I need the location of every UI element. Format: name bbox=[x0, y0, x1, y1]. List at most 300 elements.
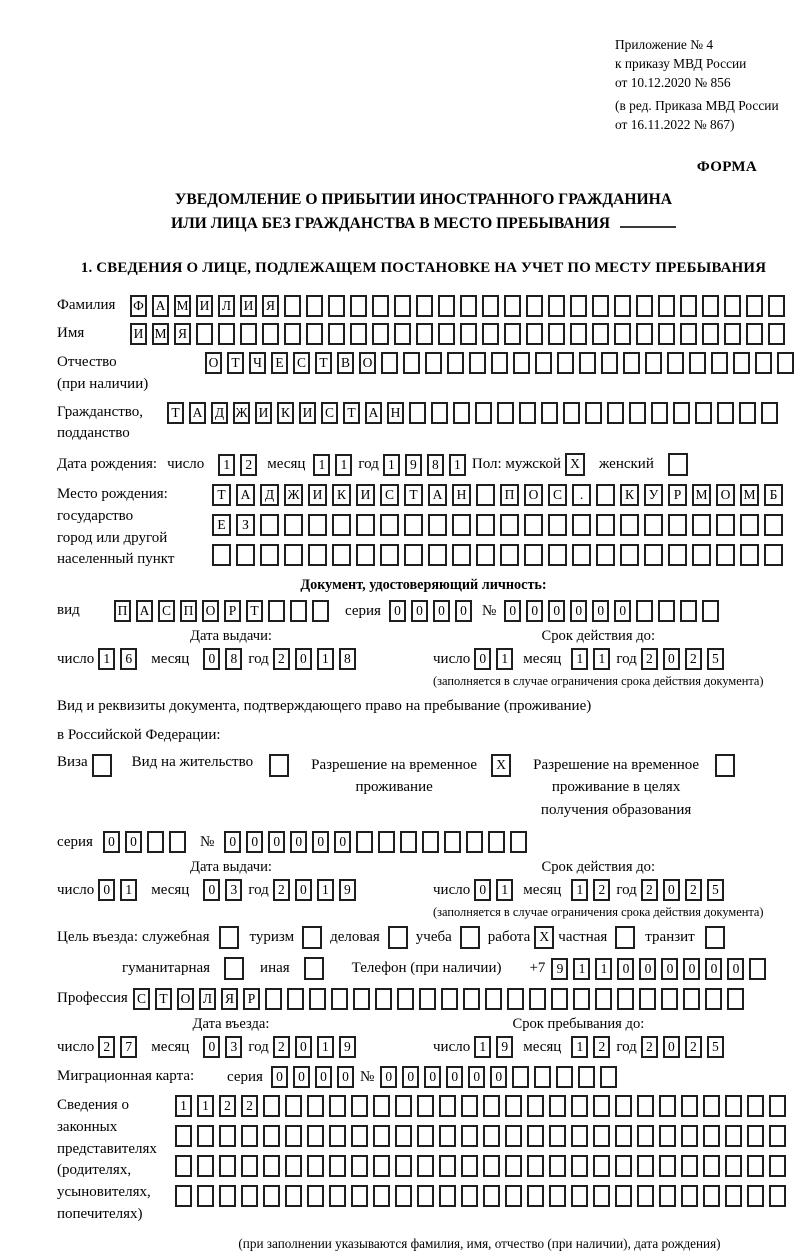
char-cell-filled[interactable]: Ж bbox=[233, 402, 250, 424]
char-cell-empty[interactable] bbox=[637, 1095, 654, 1117]
char-cell-empty[interactable] bbox=[452, 514, 471, 536]
char-cell-empty[interactable] bbox=[725, 1095, 742, 1117]
char-cell-empty[interactable] bbox=[615, 1155, 632, 1177]
char-cell-empty[interactable] bbox=[548, 544, 567, 566]
char-cell-empty[interactable] bbox=[725, 1125, 742, 1147]
char-cell-filled[interactable]: М bbox=[740, 484, 759, 506]
char-cell-filled[interactable]: О bbox=[524, 484, 543, 506]
char-cell-empty[interactable] bbox=[527, 1125, 544, 1147]
char-cell-empty[interactable] bbox=[395, 1125, 412, 1147]
char-cell-filled[interactable]: 0 bbox=[548, 600, 565, 622]
char-cell-filled[interactable]: 0 bbox=[705, 958, 722, 980]
char-cell-empty[interactable] bbox=[475, 402, 492, 424]
char-cell-empty[interactable] bbox=[263, 1095, 280, 1117]
char-cell-empty[interactable] bbox=[395, 1155, 412, 1177]
char-cell-empty[interactable] bbox=[356, 544, 375, 566]
char-cell-filled[interactable]: 6 bbox=[120, 648, 137, 670]
char-cell-empty[interactable] bbox=[395, 1095, 412, 1117]
char-cell-filled[interactable]: 0 bbox=[446, 1066, 463, 1088]
char-cell-empty[interactable] bbox=[332, 544, 351, 566]
char-cell-empty[interactable] bbox=[353, 988, 370, 1010]
char-cell-empty[interactable] bbox=[351, 1125, 368, 1147]
char-cell-filled[interactable]: 0 bbox=[98, 879, 115, 901]
char-cell-filled[interactable]: 1 bbox=[175, 1095, 192, 1117]
char-cell-empty[interactable] bbox=[681, 1095, 698, 1117]
char-cell-filled[interactable]: Ч bbox=[249, 352, 266, 374]
char-cell-filled[interactable]: 1 bbox=[474, 1036, 491, 1058]
char-cell-filled[interactable]: 1 bbox=[496, 879, 513, 901]
char-cell-empty[interactable] bbox=[527, 1095, 544, 1117]
char-cell-filled[interactable]: 1 bbox=[98, 648, 115, 670]
char-cell-filled[interactable]: К bbox=[277, 402, 294, 424]
char-cell-filled[interactable]: 1 bbox=[335, 454, 352, 476]
char-cell-empty[interactable] bbox=[636, 295, 653, 317]
char-cell-filled[interactable]: 5 bbox=[707, 648, 724, 670]
char-cell-empty[interactable] bbox=[637, 1185, 654, 1207]
char-cell-filled[interactable]: 2 bbox=[219, 1095, 236, 1117]
char-cell-empty[interactable] bbox=[615, 1125, 632, 1147]
char-cell-filled[interactable]: 0 bbox=[683, 958, 700, 980]
char-cell-filled[interactable]: 2 bbox=[593, 879, 610, 901]
char-cell-filled[interactable]: И bbox=[196, 295, 213, 317]
char-cell-filled[interactable]: А bbox=[236, 484, 255, 506]
char-cell-empty[interactable] bbox=[614, 295, 631, 317]
char-cell-empty[interactable] bbox=[265, 988, 282, 1010]
char-cell-filled[interactable]: О bbox=[359, 352, 376, 374]
char-cell-empty[interactable] bbox=[681, 1125, 698, 1147]
char-cell-filled[interactable]: Е bbox=[212, 514, 231, 536]
char-cell-filled[interactable]: 0 bbox=[295, 1036, 312, 1058]
char-cell-empty[interactable] bbox=[268, 600, 285, 622]
char-cell-empty[interactable] bbox=[483, 1155, 500, 1177]
char-cell-empty[interactable] bbox=[549, 1155, 566, 1177]
char-cell-empty[interactable] bbox=[400, 831, 417, 853]
char-cell-filled[interactable]: 1 bbox=[595, 958, 612, 980]
char-cell-empty[interactable] bbox=[596, 544, 615, 566]
char-cell-filled[interactable]: И bbox=[299, 402, 316, 424]
char-cell-empty[interactable] bbox=[394, 323, 411, 345]
char-cell-empty[interactable] bbox=[747, 1185, 764, 1207]
char-cell-filled[interactable]: 1 bbox=[571, 879, 588, 901]
char-cell-empty[interactable] bbox=[529, 988, 546, 1010]
char-cell-filled[interactable]: Т bbox=[167, 402, 184, 424]
char-cell-filled[interactable]: 1 bbox=[317, 1036, 334, 1058]
char-cell-filled[interactable]: 9 bbox=[339, 879, 356, 901]
char-cell-empty[interactable] bbox=[705, 988, 722, 1010]
char-cell-empty[interactable] bbox=[332, 514, 351, 536]
char-cell-filled[interactable]: Т bbox=[315, 352, 332, 374]
char-cell-empty[interactable] bbox=[224, 957, 244, 980]
char-cell-filled[interactable]: 2 bbox=[641, 648, 658, 670]
char-cell-empty[interactable] bbox=[328, 323, 345, 345]
char-cell-filled[interactable]: С bbox=[133, 988, 150, 1010]
char-cell-empty[interactable] bbox=[725, 1155, 742, 1177]
char-cell-filled[interactable]: 1 bbox=[571, 648, 588, 670]
char-cell-empty[interactable] bbox=[439, 1185, 456, 1207]
char-cell-filled[interactable]: 9 bbox=[496, 1036, 513, 1058]
char-cell-empty[interactable] bbox=[260, 544, 279, 566]
char-cell-empty[interactable] bbox=[607, 402, 624, 424]
char-cell-filled[interactable]: Л bbox=[218, 295, 235, 317]
char-cell-empty[interactable] bbox=[404, 544, 423, 566]
char-cell-empty[interactable] bbox=[703, 1095, 720, 1117]
char-cell-empty[interactable] bbox=[615, 926, 635, 949]
char-cell-empty[interactable] bbox=[534, 1066, 551, 1088]
char-cell-filled[interactable]: 0 bbox=[504, 600, 521, 622]
char-cell-filled[interactable]: Н bbox=[452, 484, 471, 506]
char-cell-empty[interactable] bbox=[715, 754, 735, 777]
char-cell-empty[interactable] bbox=[438, 295, 455, 317]
char-cell-empty[interactable] bbox=[596, 514, 615, 536]
char-cell-empty[interactable] bbox=[350, 295, 367, 317]
char-cell-filled[interactable]: 9 bbox=[339, 1036, 356, 1058]
char-cell-empty[interactable] bbox=[309, 988, 326, 1010]
char-cell-filled[interactable]: О bbox=[716, 484, 735, 506]
char-cell-filled[interactable]: О bbox=[202, 600, 219, 622]
char-cell-empty[interactable] bbox=[711, 352, 728, 374]
char-cell-filled[interactable]: 9 bbox=[405, 454, 422, 476]
char-cell-filled[interactable]: 0 bbox=[455, 600, 472, 622]
char-cell-empty[interactable] bbox=[620, 544, 639, 566]
char-cell-empty[interactable] bbox=[476, 514, 495, 536]
char-cell-empty[interactable] bbox=[572, 514, 591, 536]
char-cell-empty[interactable] bbox=[739, 402, 756, 424]
char-cell-empty[interactable] bbox=[505, 1095, 522, 1117]
char-cell-filled[interactable]: 1 bbox=[313, 454, 330, 476]
char-cell-empty[interactable] bbox=[658, 295, 675, 317]
char-cell-empty[interactable] bbox=[439, 1155, 456, 1177]
char-cell-filled[interactable]: 0 bbox=[380, 1066, 397, 1088]
char-cell-filled[interactable]: X bbox=[565, 453, 585, 476]
char-cell-empty[interactable] bbox=[175, 1155, 192, 1177]
char-cell-empty[interactable] bbox=[438, 323, 455, 345]
char-cell-empty[interactable] bbox=[308, 544, 327, 566]
char-cell-filled[interactable]: А bbox=[428, 484, 447, 506]
char-cell-empty[interactable] bbox=[290, 600, 307, 622]
char-cell-empty[interactable] bbox=[680, 295, 697, 317]
char-cell-empty[interactable] bbox=[483, 1095, 500, 1117]
char-cell-empty[interactable] bbox=[702, 323, 719, 345]
char-cell-filled[interactable]: П bbox=[500, 484, 519, 506]
char-cell-empty[interactable] bbox=[680, 600, 697, 622]
char-cell-empty[interactable] bbox=[409, 402, 426, 424]
char-cell-empty[interactable] bbox=[197, 1125, 214, 1147]
char-cell-filled[interactable]: А bbox=[152, 295, 169, 317]
char-cell-empty[interactable] bbox=[460, 323, 477, 345]
char-cell-filled[interactable]: 5 bbox=[707, 1036, 724, 1058]
char-cell-filled[interactable]: И bbox=[240, 295, 257, 317]
char-cell-filled[interactable]: И bbox=[255, 402, 272, 424]
char-cell-filled[interactable]: 0 bbox=[290, 831, 307, 853]
char-cell-empty[interactable] bbox=[312, 600, 329, 622]
char-cell-empty[interactable] bbox=[431, 402, 448, 424]
char-cell-empty[interactable] bbox=[388, 926, 408, 949]
char-cell-filled[interactable]: П bbox=[114, 600, 131, 622]
char-cell-filled[interactable]: 2 bbox=[593, 1036, 610, 1058]
char-cell-filled[interactable]: С bbox=[548, 484, 567, 506]
char-cell-empty[interactable] bbox=[661, 988, 678, 1010]
char-cell-empty[interactable] bbox=[702, 600, 719, 622]
char-cell-filled[interactable]: 1 bbox=[197, 1095, 214, 1117]
char-cell-empty[interactable] bbox=[724, 295, 741, 317]
char-cell-filled[interactable]: 1 bbox=[593, 648, 610, 670]
char-cell-filled[interactable]: 5 bbox=[707, 879, 724, 901]
char-cell-empty[interactable] bbox=[658, 323, 675, 345]
char-cell-filled[interactable]: Б bbox=[764, 484, 783, 506]
char-cell-empty[interactable] bbox=[695, 402, 712, 424]
char-cell-filled[interactable]: Я bbox=[262, 295, 279, 317]
char-cell-filled[interactable]: 0 bbox=[389, 600, 406, 622]
char-cell-filled[interactable]: С bbox=[380, 484, 399, 506]
char-cell-empty[interactable] bbox=[428, 544, 447, 566]
char-cell-empty[interactable] bbox=[716, 514, 735, 536]
char-cell-empty[interactable] bbox=[673, 402, 690, 424]
char-cell-filled[interactable]: 1 bbox=[573, 958, 590, 980]
char-cell-filled[interactable]: 0 bbox=[203, 648, 220, 670]
char-cell-empty[interactable] bbox=[476, 484, 495, 506]
char-cell-empty[interactable] bbox=[491, 352, 508, 374]
char-cell-filled[interactable]: К bbox=[620, 484, 639, 506]
char-cell-empty[interactable] bbox=[263, 1155, 280, 1177]
char-cell-empty[interactable] bbox=[746, 323, 763, 345]
char-cell-empty[interactable] bbox=[592, 295, 609, 317]
char-cell-empty[interactable] bbox=[417, 1125, 434, 1147]
char-cell-filled[interactable]: 3 bbox=[225, 879, 242, 901]
char-cell-empty[interactable] bbox=[212, 544, 231, 566]
char-cell-filled[interactable]: В bbox=[337, 352, 354, 374]
char-cell-empty[interactable] bbox=[658, 600, 675, 622]
char-cell-empty[interactable] bbox=[703, 1125, 720, 1147]
char-cell-empty[interactable] bbox=[373, 1185, 390, 1207]
char-cell-empty[interactable] bbox=[620, 514, 639, 536]
char-cell-empty[interactable] bbox=[428, 514, 447, 536]
char-cell-empty[interactable] bbox=[755, 352, 772, 374]
char-cell-filled[interactable]: Ф bbox=[130, 295, 147, 317]
char-cell-empty[interactable] bbox=[596, 484, 615, 506]
char-cell-empty[interactable] bbox=[637, 1125, 654, 1147]
char-cell-empty[interactable] bbox=[727, 988, 744, 1010]
char-cell-empty[interactable] bbox=[615, 1095, 632, 1117]
char-cell-filled[interactable]: 1 bbox=[383, 454, 400, 476]
char-cell-empty[interactable] bbox=[351, 1185, 368, 1207]
char-cell-empty[interactable] bbox=[260, 514, 279, 536]
char-cell-filled[interactable]: Я bbox=[174, 323, 191, 345]
char-cell-empty[interactable] bbox=[197, 1155, 214, 1177]
char-cell-empty[interactable] bbox=[702, 295, 719, 317]
char-cell-filled[interactable]: 1 bbox=[449, 454, 466, 476]
char-cell-empty[interactable] bbox=[373, 1095, 390, 1117]
char-cell-empty[interactable] bbox=[482, 323, 499, 345]
char-cell-empty[interactable] bbox=[381, 352, 398, 374]
char-cell-filled[interactable]: 2 bbox=[685, 879, 702, 901]
char-cell-empty[interactable] bbox=[683, 988, 700, 1010]
char-cell-empty[interactable] bbox=[593, 1155, 610, 1177]
char-cell-filled[interactable]: 0 bbox=[424, 1066, 441, 1088]
char-cell-empty[interactable] bbox=[585, 402, 602, 424]
char-cell-empty[interactable] bbox=[328, 295, 345, 317]
char-cell-empty[interactable] bbox=[595, 988, 612, 1010]
char-cell-filled[interactable]: И bbox=[130, 323, 147, 345]
char-cell-filled[interactable]: 0 bbox=[295, 879, 312, 901]
char-cell-filled[interactable]: 0 bbox=[468, 1066, 485, 1088]
char-cell-filled[interactable]: 0 bbox=[271, 1066, 288, 1088]
char-cell-filled[interactable]: 0 bbox=[203, 1036, 220, 1058]
char-cell-empty[interactable] bbox=[769, 1155, 786, 1177]
char-cell-empty[interactable] bbox=[761, 402, 778, 424]
char-cell-filled[interactable]: Т bbox=[246, 600, 263, 622]
char-cell-empty[interactable] bbox=[645, 352, 662, 374]
char-cell-empty[interactable] bbox=[488, 831, 505, 853]
char-cell-empty[interactable] bbox=[549, 1095, 566, 1117]
char-cell-empty[interactable] bbox=[668, 453, 688, 476]
char-cell-empty[interactable] bbox=[769, 1095, 786, 1117]
char-cell-filled[interactable]: 0 bbox=[125, 831, 142, 853]
char-cell-empty[interactable] bbox=[636, 323, 653, 345]
char-cell-empty[interactable] bbox=[356, 831, 373, 853]
char-cell-empty[interactable] bbox=[219, 1185, 236, 1207]
char-cell-filled[interactable]: У bbox=[644, 484, 663, 506]
char-cell-filled[interactable]: А bbox=[189, 402, 206, 424]
char-cell-empty[interactable] bbox=[571, 1125, 588, 1147]
char-cell-empty[interactable] bbox=[287, 988, 304, 1010]
char-cell-empty[interactable] bbox=[497, 402, 514, 424]
char-cell-filled[interactable]: Д bbox=[260, 484, 279, 506]
char-cell-empty[interactable] bbox=[600, 1066, 617, 1088]
char-cell-empty[interactable] bbox=[372, 295, 389, 317]
char-cell-filled[interactable]: З bbox=[236, 514, 255, 536]
char-cell-empty[interactable] bbox=[637, 1155, 654, 1177]
char-cell-empty[interactable] bbox=[505, 1125, 522, 1147]
char-cell-empty[interactable] bbox=[551, 988, 568, 1010]
char-cell-empty[interactable] bbox=[329, 1125, 346, 1147]
char-cell-empty[interactable] bbox=[416, 295, 433, 317]
char-cell-filled[interactable]: М bbox=[692, 484, 711, 506]
char-cell-empty[interactable] bbox=[636, 600, 653, 622]
char-cell-empty[interactable] bbox=[592, 323, 609, 345]
char-cell-filled[interactable]: Л bbox=[199, 988, 216, 1010]
char-cell-filled[interactable]: 0 bbox=[295, 648, 312, 670]
char-cell-empty[interactable] bbox=[380, 514, 399, 536]
char-cell-empty[interactable] bbox=[306, 295, 323, 317]
char-cell-empty[interactable] bbox=[519, 402, 536, 424]
char-cell-filled[interactable]: О bbox=[205, 352, 222, 374]
char-cell-empty[interactable] bbox=[548, 295, 565, 317]
char-cell-empty[interactable] bbox=[667, 352, 684, 374]
char-cell-empty[interactable] bbox=[524, 514, 543, 536]
char-cell-empty[interactable] bbox=[218, 323, 235, 345]
char-cell-empty[interactable] bbox=[524, 544, 543, 566]
char-cell-empty[interactable] bbox=[563, 402, 580, 424]
char-cell-empty[interactable] bbox=[378, 831, 395, 853]
char-cell-empty[interactable] bbox=[579, 352, 596, 374]
char-cell-empty[interactable] bbox=[507, 988, 524, 1010]
char-cell-empty[interactable] bbox=[614, 323, 631, 345]
char-cell-empty[interactable] bbox=[441, 988, 458, 1010]
char-cell-empty[interactable] bbox=[769, 1125, 786, 1147]
char-cell-filled[interactable]: Т bbox=[227, 352, 244, 374]
char-cell-filled[interactable]: 0 bbox=[103, 831, 120, 853]
char-cell-empty[interactable] bbox=[356, 514, 375, 536]
char-cell-empty[interactable] bbox=[746, 295, 763, 317]
char-cell-empty[interactable] bbox=[510, 831, 527, 853]
char-cell-empty[interactable] bbox=[307, 1155, 324, 1177]
char-cell-empty[interactable] bbox=[196, 323, 213, 345]
char-cell-empty[interactable] bbox=[526, 295, 543, 317]
char-cell-empty[interactable] bbox=[476, 544, 495, 566]
char-cell-empty[interactable] bbox=[460, 295, 477, 317]
char-cell-empty[interactable] bbox=[548, 323, 565, 345]
char-cell-empty[interactable] bbox=[593, 1125, 610, 1147]
char-cell-empty[interactable] bbox=[269, 754, 289, 777]
char-cell-empty[interactable] bbox=[639, 988, 656, 1010]
char-cell-empty[interactable] bbox=[504, 295, 521, 317]
char-cell-filled[interactable]: О bbox=[177, 988, 194, 1010]
char-cell-empty[interactable] bbox=[416, 323, 433, 345]
char-cell-empty[interactable] bbox=[285, 1185, 302, 1207]
char-cell-filled[interactable]: А bbox=[365, 402, 382, 424]
char-cell-empty[interactable] bbox=[447, 352, 464, 374]
char-cell-empty[interactable] bbox=[483, 1185, 500, 1207]
char-cell-empty[interactable] bbox=[535, 352, 552, 374]
char-cell-empty[interactable] bbox=[329, 1185, 346, 1207]
char-cell-empty[interactable] bbox=[768, 295, 785, 317]
char-cell-filled[interactable]: 0 bbox=[246, 831, 263, 853]
char-cell-empty[interactable] bbox=[571, 1095, 588, 1117]
char-cell-empty[interactable] bbox=[241, 1185, 258, 1207]
char-cell-filled[interactable]: И bbox=[356, 484, 375, 506]
char-cell-empty[interactable] bbox=[578, 1066, 595, 1088]
char-cell-empty[interactable] bbox=[513, 352, 530, 374]
char-cell-empty[interactable] bbox=[703, 1155, 720, 1177]
char-cell-empty[interactable] bbox=[717, 402, 734, 424]
char-cell-filled[interactable]: 0 bbox=[639, 958, 656, 980]
char-cell-empty[interactable] bbox=[505, 1185, 522, 1207]
char-cell-empty[interactable] bbox=[659, 1185, 676, 1207]
char-cell-filled[interactable]: 0 bbox=[727, 958, 744, 980]
char-cell-empty[interactable] bbox=[769, 1185, 786, 1207]
char-cell-empty[interactable] bbox=[651, 402, 668, 424]
char-cell-empty[interactable] bbox=[452, 544, 471, 566]
char-cell-empty[interactable] bbox=[425, 352, 442, 374]
char-cell-empty[interactable] bbox=[304, 957, 324, 980]
char-cell-filled[interactable]: 0 bbox=[474, 879, 491, 901]
char-cell-filled[interactable]: 2 bbox=[273, 879, 290, 901]
char-cell-empty[interactable] bbox=[241, 1125, 258, 1147]
char-cell-empty[interactable] bbox=[740, 544, 759, 566]
char-cell-filled[interactable]: 2 bbox=[240, 454, 257, 476]
char-cell-empty[interactable] bbox=[263, 1125, 280, 1147]
char-cell-empty[interactable] bbox=[705, 926, 725, 949]
char-cell-empty[interactable] bbox=[284, 323, 301, 345]
char-cell-empty[interactable] bbox=[764, 514, 783, 536]
char-cell-empty[interactable] bbox=[285, 1125, 302, 1147]
char-cell-filled[interactable]: Я bbox=[221, 988, 238, 1010]
char-cell-empty[interactable] bbox=[417, 1185, 434, 1207]
char-cell-empty[interactable] bbox=[219, 1125, 236, 1147]
char-cell-empty[interactable] bbox=[733, 352, 750, 374]
char-cell-empty[interactable] bbox=[644, 544, 663, 566]
char-cell-empty[interactable] bbox=[404, 514, 423, 536]
char-cell-empty[interactable] bbox=[527, 1155, 544, 1177]
char-cell-filled[interactable]: 1 bbox=[317, 648, 334, 670]
char-cell-filled[interactable]: 0 bbox=[663, 1036, 680, 1058]
char-cell-empty[interactable] bbox=[549, 1125, 566, 1147]
char-cell-filled[interactable]: 1 bbox=[496, 648, 513, 670]
char-cell-empty[interactable] bbox=[557, 352, 574, 374]
char-cell-empty[interactable] bbox=[504, 323, 521, 345]
char-cell-filled[interactable]: 0 bbox=[268, 831, 285, 853]
char-cell-empty[interactable] bbox=[505, 1155, 522, 1177]
